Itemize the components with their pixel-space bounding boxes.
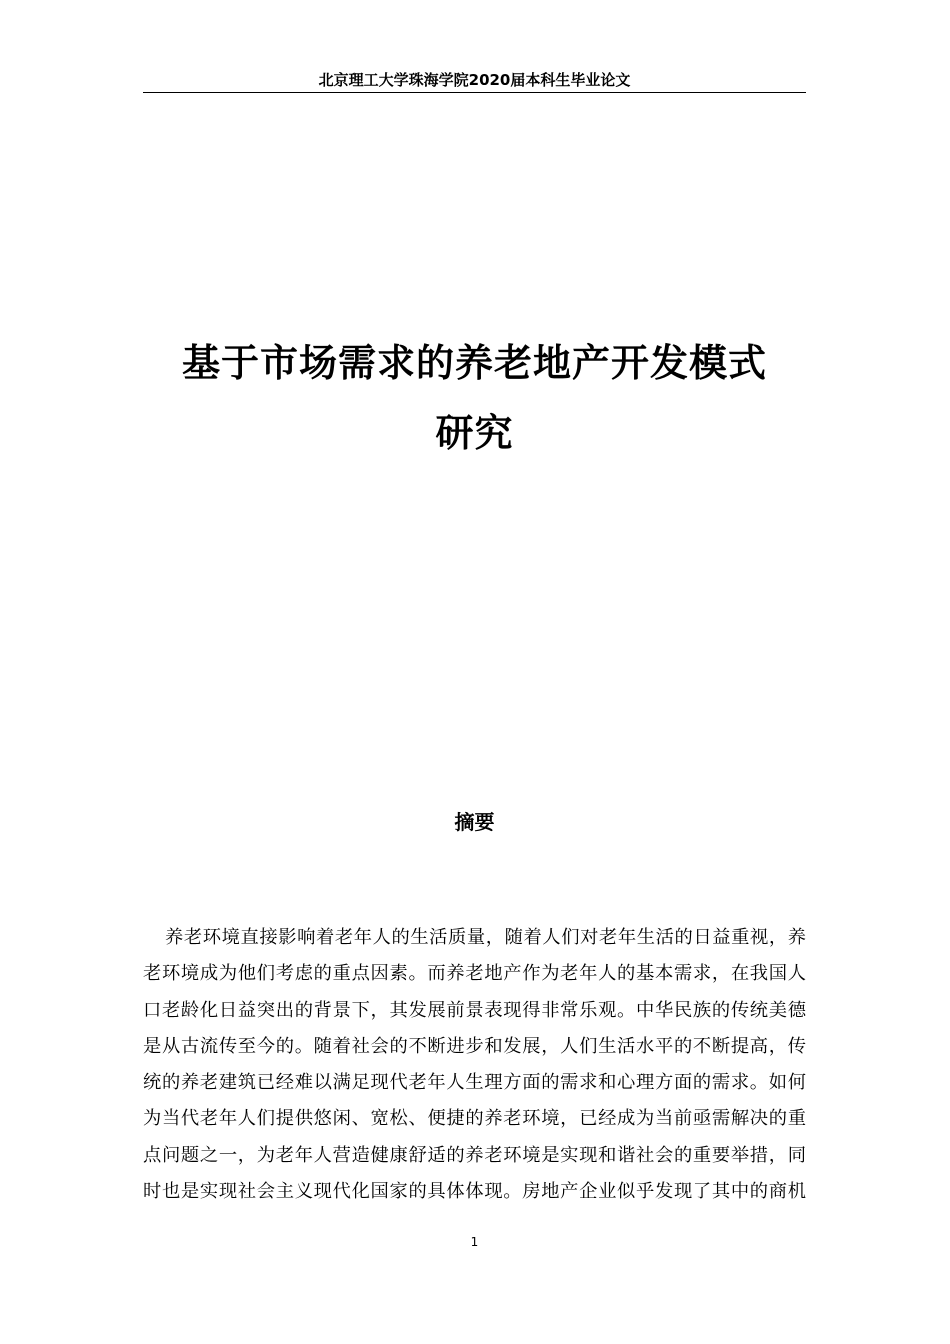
page-header: 北京理工大学珠海学院2020届本科生毕业论文	[143, 68, 806, 93]
page-number: 1	[470, 1235, 479, 1249]
abstract-line: 口老龄化日益突出的背景下，其发展前景表现得非常乐观。中华民族的传统美德	[143, 999, 806, 1021]
abstract-line: 老环境成为他们考虑的重点因素。而养老地产作为老年人的基本需求，在我国人	[143, 963, 806, 985]
thesis-title-line-2: 研究	[435, 411, 514, 455]
thesis-title-line-1: 基于市场需求的养老地产开发模式	[181, 341, 767, 385]
thesis-title	[143, 328, 806, 468]
abstract-heading: 摘要	[454, 810, 495, 834]
abstract-line: 是从古流传至今的。随着社会的不断进步和发展，人们生活水平的不断提高，传	[143, 1035, 806, 1057]
abstract-line: 点问题之一，为老年人营造健康舒适的养老环境是实现和谐社会的重要举措，同	[143, 1144, 806, 1166]
abstract-line: 时也是实现社会主义现代化国家的具体体现。房地产企业似乎发现了其中的商机	[143, 1181, 806, 1203]
abstract-line: 为当代老年人们提供悠闲、宽松、便捷的养老环境，已经成为当前亟需解决的重	[143, 1108, 806, 1130]
abstract-line: 养老环境直接影响着老年人的生活质量，随着人们对老年生活的日益重视，养	[165, 927, 806, 948]
abstract-paragraph	[143, 920, 806, 1210]
abstract-line: 统的养老建筑已经难以满足现代老年人生理方面的需求和心理方面的需求。如何	[143, 1072, 806, 1094]
